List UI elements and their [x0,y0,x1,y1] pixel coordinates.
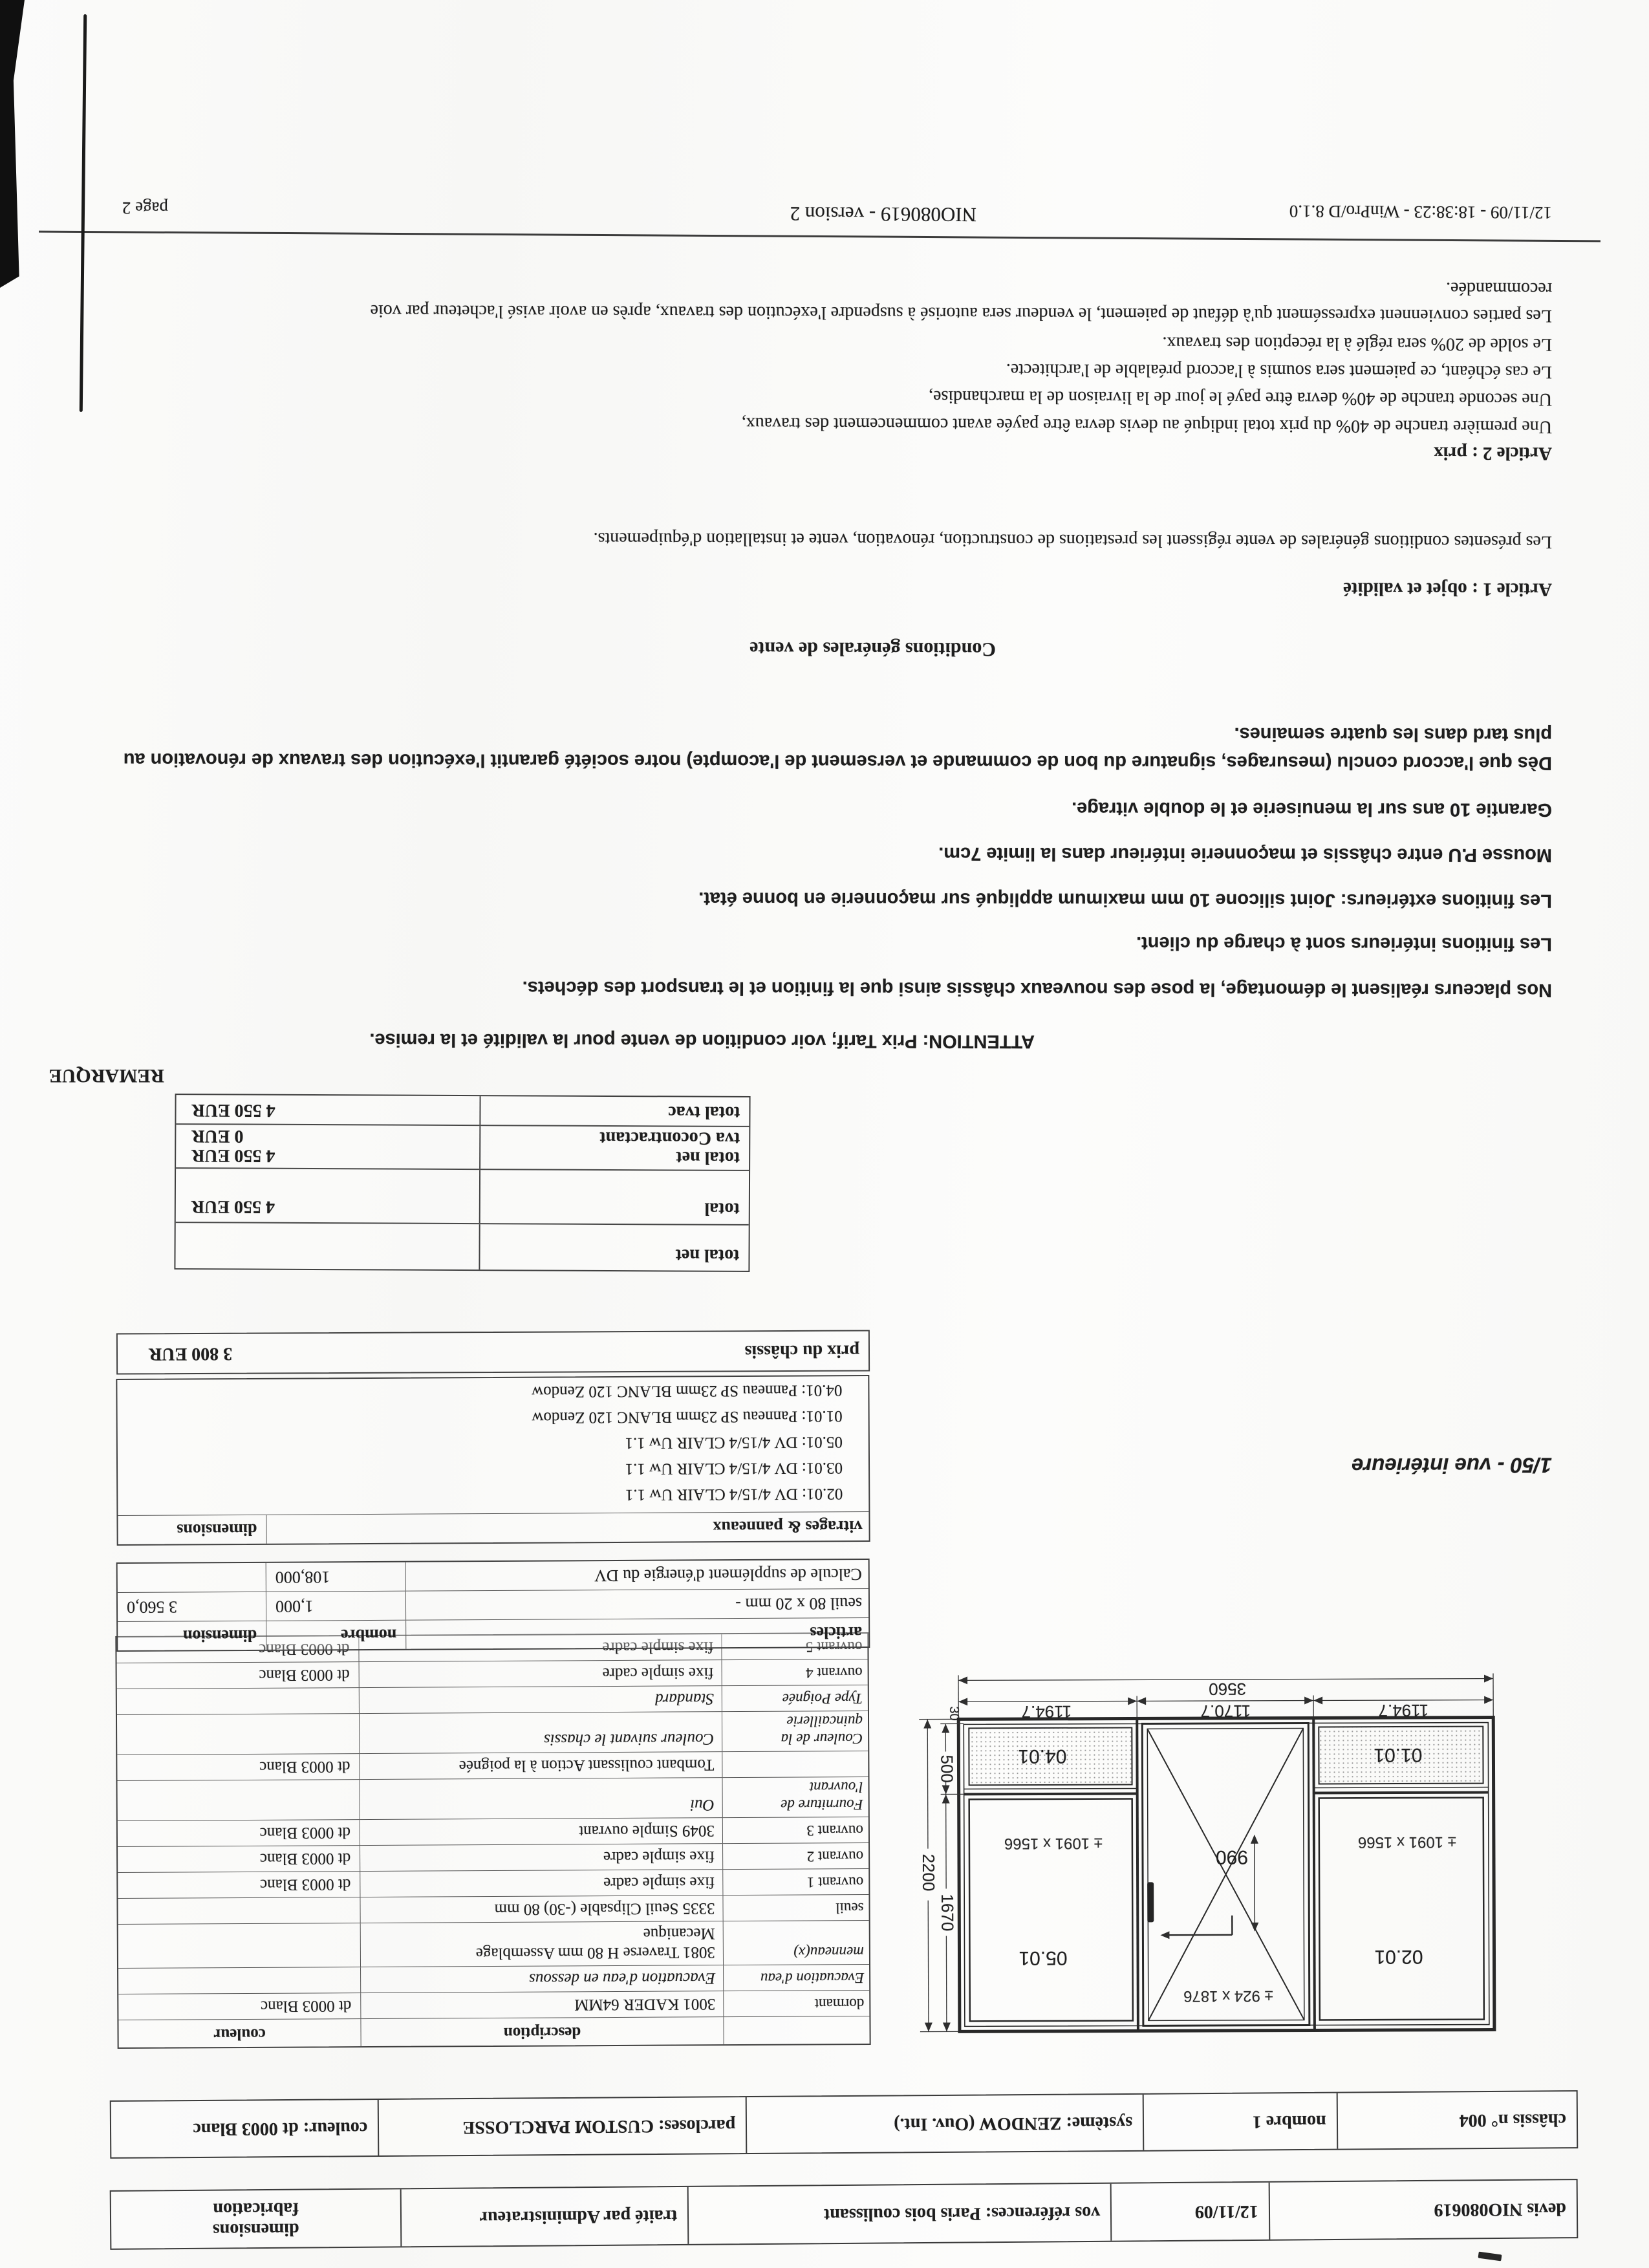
row-label-line1: Fourniture de [781,1797,863,1813]
row-label [722,1777,868,1817]
total-net-value [175,1223,480,1269]
transom-left-inner [1314,1787,1489,1788]
article2-line: Une première tranche de 40% du prix total indiqué au devis devra être payée avant commencement des travaux, [741,413,1553,437]
vitrages-header: vitrages & panneaux [713,1517,863,1537]
row-value: 3049 Simple ouvrant [360,1818,723,1845]
total-label: total [704,1198,740,1219]
row-label: Type Poignée [782,1690,863,1707]
description-header: description [361,2017,724,2046]
net-and-vat-labels [480,1126,749,1170]
net-and-vat-row [176,1125,749,1171]
table-row [118,1869,868,1899]
article1-title: Article 1 : objet et validité [1343,578,1553,600]
row-color: dt 0003 Blanc [118,1872,360,1898]
row-label: ouvrant 1 [806,1874,864,1891]
table-row [118,1843,868,1873]
row-label: ouvrant 5 [805,1639,863,1656]
transom-right-inner [964,1788,1137,1789]
row-color: dt 0003 Blanc [117,1662,360,1689]
article-dimension: 3 560,0 [118,1592,266,1621]
article-qty: 1,000 [266,1592,406,1621]
article-qty: 108,000 [266,1562,406,1592]
row-value [361,1921,724,1967]
colour-cell: couleur: dt 0003 Blanc [111,2100,380,2157]
chassis-header-table [110,2090,1579,2159]
row-label-line1: Couleur de la [781,1731,863,1747]
note-line-long: Dès que l'accord conclu (mesurages, signature du bon de commande et versement de l'acompte) notre société garantit l'exécution des travaux de rénovation au plus tard dans les quatre semaines. [123,723,1553,773]
row-color [118,1780,360,1820]
vitrages-list [117,1377,868,1515]
description-table [115,1632,870,2049]
dim-panel-height: 500 [937,1755,957,1783]
chassis-number-cell: châssis n° 004 [1459,2110,1567,2131]
devis-date-cell: 12/11/09 [1112,2183,1270,2241]
row-value: 3335 Seuil Clipsable (-30) 80 mm [360,1895,723,1923]
row-label-line2: quincaillerie [786,1713,863,1730]
dim-upper-height: 1670 [938,1894,958,1932]
pane-id-bottom-left: 01.01 [1374,1744,1423,1766]
row-color [118,1967,361,1994]
dim-seuil-height: 30 [947,1706,962,1721]
articles-table [116,1559,870,1652]
article2-title: Article 2 : prix [1434,442,1553,464]
system-cell: système: ZENDOW (Ouv. Int.) [747,2095,1144,2153]
article2-line: Une seconde tranche de 40% devra être payé le jour de la livraison de la marchandise, [928,386,1553,410]
vitrages-header-row [118,1511,868,1544]
footer-devis-version: NIO080619 - version 2 [790,202,977,226]
note-line: Les finitions extérieurs: Joint silicone 10 mm maximum appliqué sur maçonnerie en bonne état. [698,888,1553,911]
table-row [118,1965,869,1994]
dim-seg-mid: 1170.7 [1200,1701,1251,1722]
table-row [117,1659,868,1689]
footer-page-number: page 2 [122,198,169,219]
table-row [118,1895,868,1925]
mullion-right [1137,1718,1138,2031]
table-row [118,1817,868,1847]
list-item: 02.01: DV 4/15/4 CLAIR Uw 1.1 [625,1485,843,1504]
fabrication-label: fabrication [213,2198,299,2219]
total-net-label: total net [675,1245,740,1266]
list-item: 05.01: DV 4/15/4 CLAIR Uw 1.1 [625,1433,843,1452]
nombre-header: nombre [266,1621,406,1650]
devis-header-table [110,2179,1579,2250]
view-scale-label: 1/50 - vue intérieure [1351,1453,1553,1478]
articles-header-row [118,1618,868,1650]
row-value-line1: 3081 Traverse H 80 mm Assemblage [475,1943,715,1963]
door-handle [1147,1882,1154,1922]
total-tvac-value: 4 550 EUR [176,1095,480,1125]
couleur-header: couleur [118,2019,361,2047]
row-value: Standard [360,1686,722,1713]
row-label-line2: l'ouvrant [809,1779,863,1796]
list-item: 03.01: DV 4/15/4 CLAIR Uw 1.1 [625,1459,843,1478]
dimensions-fabrication-cell [111,2189,402,2249]
article2-line: Le cas échéant, ce paiement sera soumis à l'accord préalable de l'architecte. [1006,360,1553,382]
footer-timestamp: 12/11/09 - 18:38:23 - WinPro/D 8.1.0 [1289,201,1553,223]
handled-by-cell: traité par Administrateur [402,2187,689,2246]
glass-pane-right [969,1798,1133,2021]
glass-pane-left [1319,1798,1484,2020]
article2-line: Le solde de 20% sera réglé à la réception des travaux. [1162,332,1553,355]
list-item: 01.01: Panneau SP 23mm BLANC 120 Zendow [532,1407,843,1427]
vat-cocontractant-value: 0 EUR [191,1126,244,1147]
row-value: fixe simple cadre [360,1870,723,1897]
price-value: 3 800 EUR [148,1343,233,1365]
row-value: 3001 KADER 64MM [361,1991,724,2018]
total-value: 4 550 EUR [176,1169,480,1223]
devis-number-cell: devis NIO080619 [1434,2199,1567,2220]
row-label: ouvrant 3 [806,1822,863,1839]
row-color: dt 0003 Blanc [118,1820,360,1846]
total-net-value-2: 4 550 EUR [191,1145,275,1166]
row-value: Evacuation d'eau en dessous [361,1965,724,1993]
pane-size-right: ± 1091 x 1566 [1004,1834,1103,1853]
row-color: dt 0003 Blanc [118,1846,360,1872]
row-color [118,1923,361,1968]
total-tvac-row [176,1095,749,1127]
table-row [118,1991,869,2020]
description-header-spacer [724,2016,869,2044]
pane-id-top-right: 05.01 [1018,1947,1068,1969]
row-value: Tombant coulissant Action à la poignée [360,1752,722,1779]
handle-height-label: 990 [1215,1846,1249,1868]
row-value: Oui [360,1778,723,1819]
references-cell: vos références: Paris bois coulissant [689,2184,1112,2244]
row-value-line2: Mecanique [643,1925,715,1943]
row-label: Evacuation d'eau [760,1969,865,1987]
row-label: menneau(x) [793,1944,864,1961]
row-label [722,1711,868,1751]
dim-seg-left: 1194.7 [1378,1700,1429,1721]
row-color: dt 0003 Blanc [117,1754,360,1780]
dim-total-height: 2200 [918,1853,939,1892]
dimensions-label: dimensions [212,2219,299,2240]
note-line: Nos placeurs réalisent le démontage, la pose des nouveaux châssis ainsi que la finition et le transport des déchets. [522,977,1553,1001]
note-line: Les finitions intérieurs sont à charge du client. [1136,933,1553,955]
description-header-row [118,2016,869,2047]
dimension-header: dimension [118,1621,266,1650]
article-label: seuil 80 x 20 mm - [735,1594,863,1614]
dim-total-width: 3560 [1209,1679,1247,1700]
row-color [118,1897,360,1924]
articles-header: articles [810,1623,863,1643]
table-row [118,1921,869,1969]
row-color [117,1714,360,1755]
pane-id-top-left: 02.01 [1374,1945,1423,1968]
chassis-price-row [116,1330,870,1374]
table-row [117,1685,868,1715]
price-label: prix du châssis [744,1341,860,1362]
total-tvac-label: total tvac [668,1102,740,1123]
dim-seg-right: 1194.7 [1021,1701,1072,1722]
net-and-vat-values [176,1125,480,1169]
dimensions-header: dimensions [118,1515,266,1544]
table-row [117,1711,868,1755]
total-net-row [175,1223,748,1271]
vitrages-table [116,1375,870,1546]
article-label: Calcule de supplément d'énergie du DV [594,1565,862,1586]
vat-cocontractant-label: tva Cocontractant [599,1127,740,1149]
row-color: dt 0003 Blanc [118,1993,361,2020]
total-row [176,1169,749,1226]
row-value: Couleur suivant le chassis [360,1712,722,1753]
note-line: Garantie 10 ans sur la menuiserie et le double vitrage. [1071,798,1553,820]
row-label: seuil [835,1900,864,1917]
pane-size-left: ± 1091 x 1566 [1357,1833,1456,1852]
table-row [118,1777,868,1821]
mullion-left [1313,1718,1315,2030]
attention-line: ATTENTION: Prix Tarif; voir condition de vente pour la validité et la remise. [369,1029,1035,1052]
row-color [117,1688,360,1714]
total-net-label-2: total net [676,1147,740,1168]
article2-line-long: Les parties conviennent expressément qu'à défaut de paiement, le vendeur sera autorisé à suspendre l'exécution des travaux, après en avoir avisé l'acheteur par voie recommandée. [370,278,1553,327]
glazing-bead-cell: parcloses: CUSTOM PARCLOSSE [379,2097,748,2155]
row-value: fixe simple cadre [359,1634,722,1661]
transom-right [964,1793,1137,1794]
row-color: dt 0003 Blanc [116,1636,359,1663]
quantity-cell: nombre 1 [1144,2093,1338,2150]
footer-rule [39,231,1600,243]
row-value: fixe simple cadre [360,1844,723,1871]
list-item: 04.01: Panneau SP 23mm BLANC 120 Zendow [532,1381,843,1401]
row-label [722,1751,868,1777]
window-technical-drawing [911,1665,1527,2055]
totals-table [174,1094,750,1272]
article1-body: Les présentes conditions générales de vente régissent les prestations de construction, rénovation, vente et installation d'équipements. [593,528,1553,552]
note-line: Mousse P.U entre châssis et maçonnerie intérieur dans la limite 7cm. [938,843,1553,866]
table-row [117,1751,868,1781]
row-label: ouvrant 4 [806,1665,863,1681]
remark-heading: REMARQUE [48,1065,164,1086]
conditions-title: Conditions générales de vente [749,638,997,660]
row-value: fixe simple cadre [360,1660,722,1687]
row-label: dormant [814,1995,865,2013]
table-row [118,1560,868,1593]
row-label: ouvrant 2 [806,1848,864,1865]
table-row [118,1589,868,1622]
door-size-label: ± 924 x 1876 [1183,1987,1273,2005]
pane-id-bottom-right: 04.01 [1018,1745,1067,1767]
article-dimension [118,1563,266,1592]
